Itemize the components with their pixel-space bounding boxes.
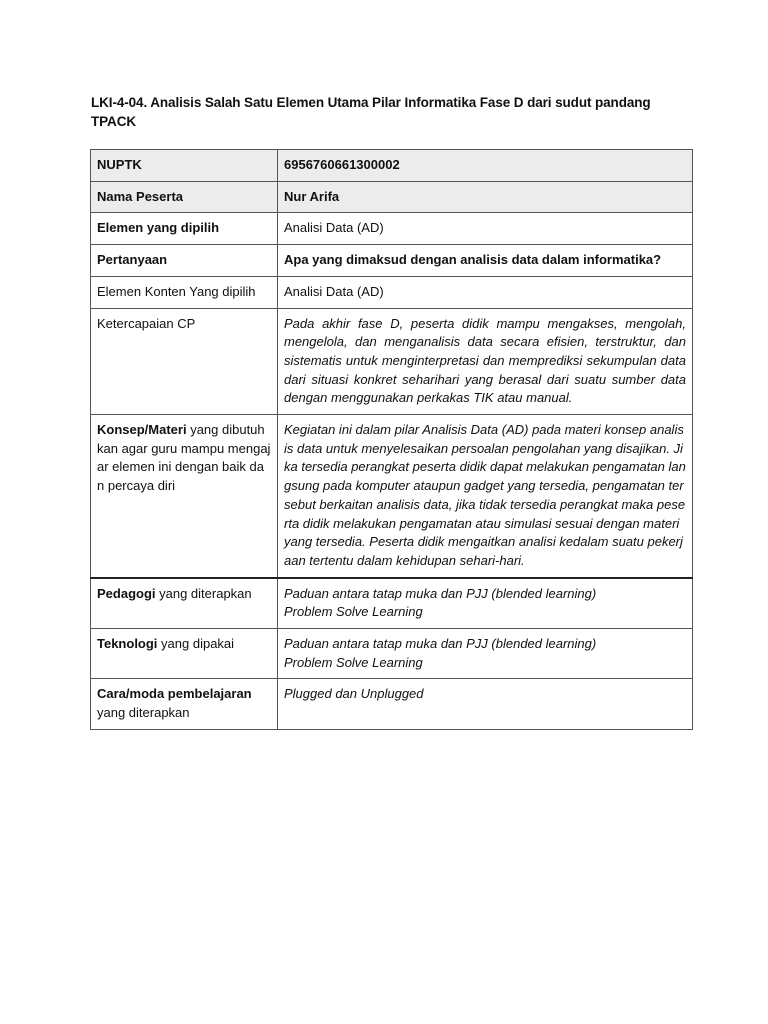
table-row: [91, 245, 693, 277]
nama-label: Nama Peserta: [91, 181, 278, 213]
table-row: [91, 276, 693, 308]
teknologi-label: [91, 629, 278, 679]
cp-value: Pada akhir fase D, peserta didik mampu mengakses, mengolah, mengelola, dan menganalisis data secara efisien, terstruktur, dan sistematis untuk menginterpretasi dan memprediksi sekumpulan data dari situasi konkret seharihari yang berasal dari suatu sumber data dengan menggunakan perkakas TIK atau manual.: [278, 308, 693, 415]
table-row: [91, 578, 693, 629]
elemen-konten-value: Analisi Data (AD): [278, 276, 693, 308]
pedagogi-label: [91, 578, 278, 629]
teknologi-label-rest: yang dipakai: [157, 636, 235, 652]
teknologi-value: [278, 629, 693, 679]
elemen-value: Analisi Data (AD): [278, 213, 693, 245]
konsep-label: [91, 415, 278, 578]
nama-value: Nur Arifa: [278, 181, 693, 213]
document-title: LKI-4-04. Analisis Salah Satu Elemen Utama Pilar Informatika Fase D dari sudut pandang TPACK: [91, 95, 651, 129]
pedagogi-label-rest: yang diterapkan: [155, 585, 252, 601]
pedagogi-line-1: Paduan antara tatap muka dan PJJ (blended learning): [284, 585, 597, 601]
table-row: [91, 629, 693, 679]
pertanyaan-value: Apa yang dimaksud dengan analisis data dalam informatika?: [278, 245, 693, 277]
pedagogi-label-bold: Pedagogi: [97, 585, 156, 601]
konsep-label-bold: Konsep/Materi: [97, 422, 187, 438]
pertanyaan-label: Pertanyaan: [91, 245, 278, 277]
table-row: [91, 181, 693, 213]
cp-label: Ketercapaian CP: [91, 308, 278, 415]
table-row: [91, 415, 693, 578]
cara-label: [91, 679, 278, 729]
cara-label-bold: Cara/moda pembelajaran: [97, 686, 252, 702]
teknologi-line-1: Paduan antara tatap muka dan PJJ (blended learning): [284, 636, 597, 652]
pedagogi-value: [278, 578, 693, 629]
lk-form-table: [90, 149, 693, 730]
table-row: [91, 679, 693, 729]
table-row: [91, 213, 693, 245]
cara-label-rest: yang diterapkan: [97, 705, 190, 721]
table-row: [91, 308, 693, 415]
konsep-value: Kegiatan ini dalam pilar Analisis Data (AD) pada materi konsep analisis data untuk menyelesaikan persoalan pengolahan yang disajikan. Jika tersedia perangkat peserta didik dapat melakukan pengamatan langsung pada komputer ataupun gadget yang tersedia, pengamatan tersebut berkaitan analisis data, jika tidak tersedia perangkat maka peserta didik melakukan pengamatan atau simulasi sesuai dengan materi yang tersedia. Peserta didik mengaitkan analisi kedalam suatu pekerjaan tertentu dalam kehidupan sehari-hari.: [278, 415, 693, 578]
elemen-label: Elemen yang dipilih: [91, 213, 278, 245]
elemen-konten-label: Elemen Konten Yang dipilih: [91, 276, 278, 308]
pedagogi-line-2: Problem Solve Learning: [284, 604, 423, 620]
konsep-label-rest: yang dibutuhkan agar guru mampu mengajar elemen ini dengan baik dan percaya diri: [97, 422, 271, 494]
cara-value: Plugged dan Unplugged: [278, 679, 693, 729]
teknologi-line-2: Problem Solve Learning: [284, 654, 423, 670]
nuptk-label: NUPTK: [91, 150, 278, 182]
teknologi-label-bold: Teknologi: [97, 636, 158, 652]
table-row: [91, 150, 693, 182]
nuptk-value: 6956760661300002: [278, 150, 693, 182]
